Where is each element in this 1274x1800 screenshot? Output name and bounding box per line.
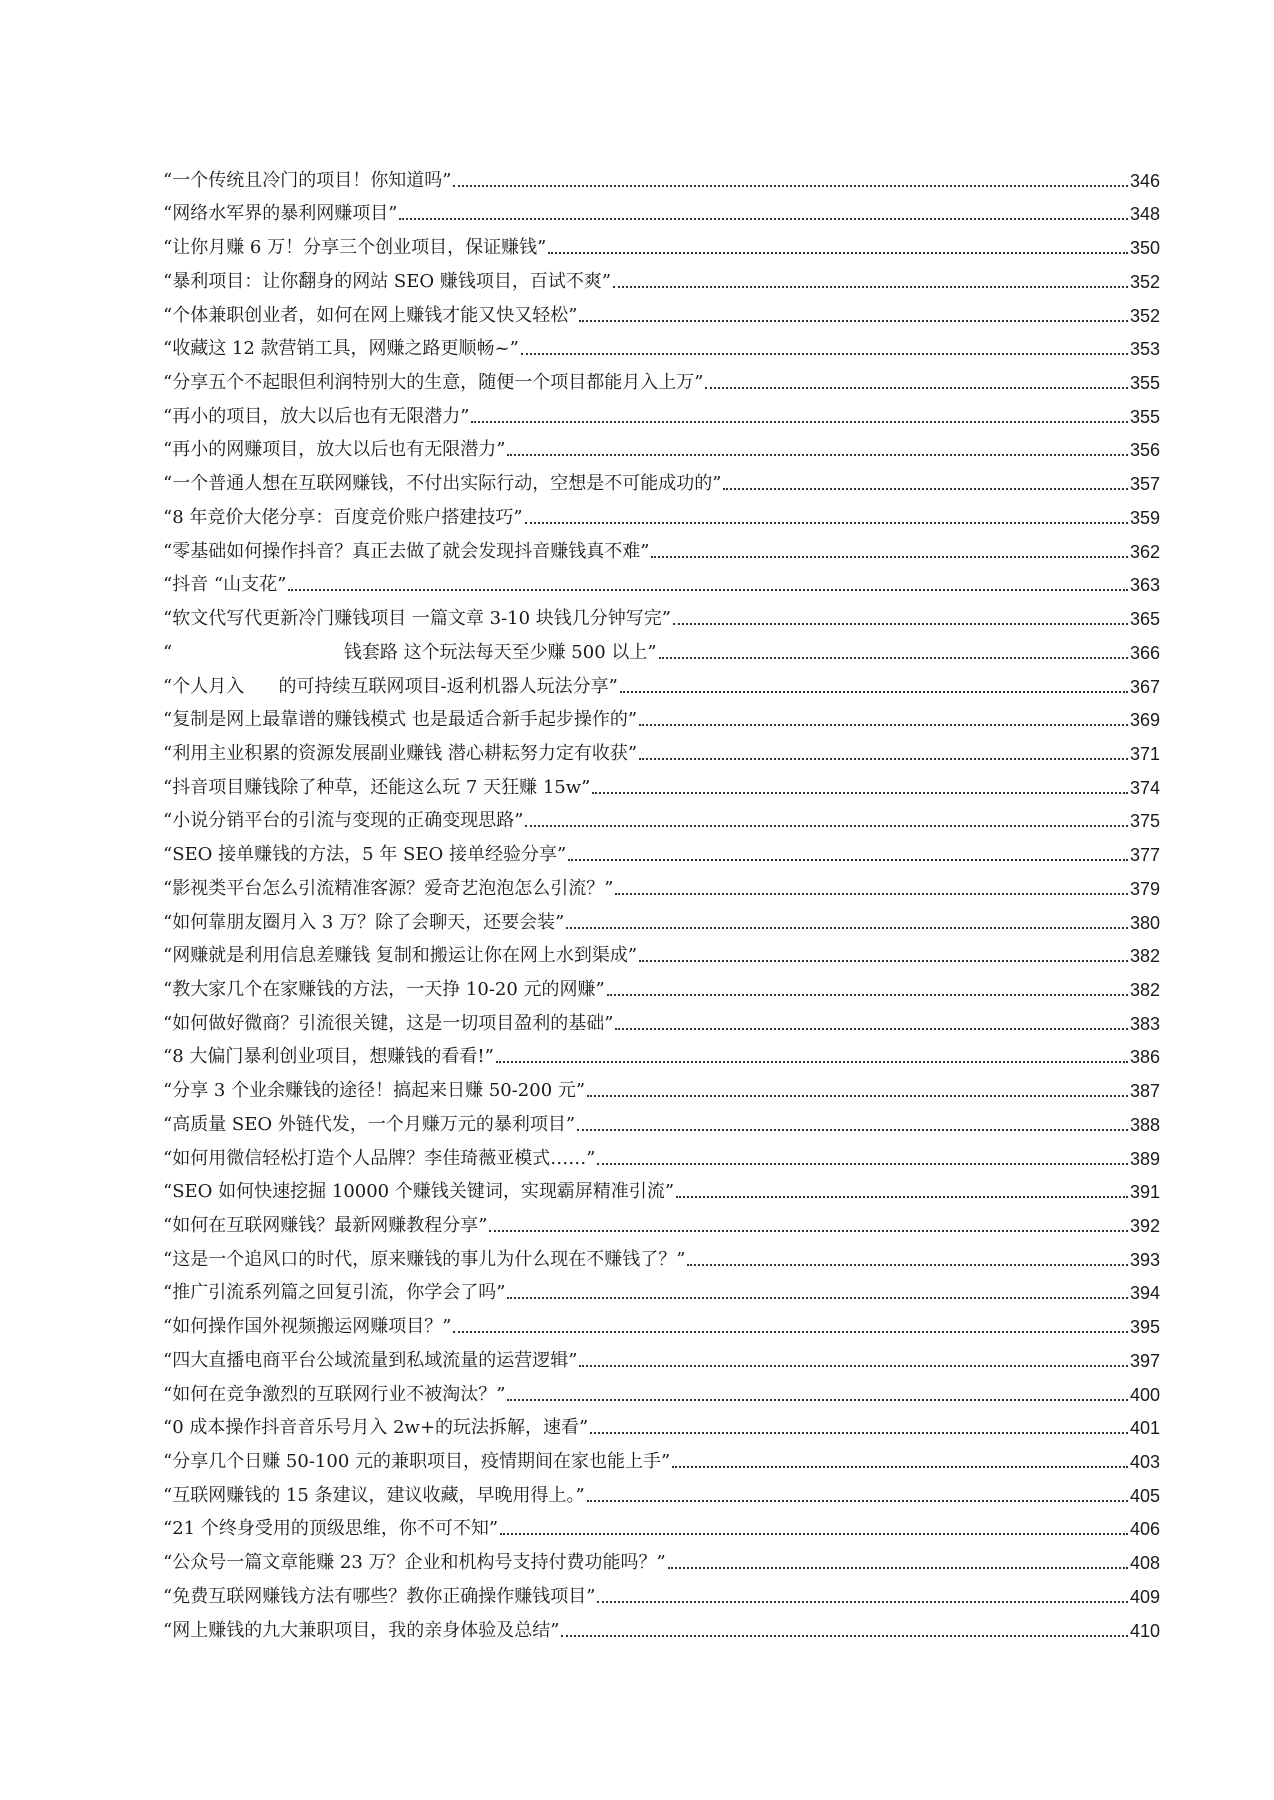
toc-entry[interactable] (163, 259, 1160, 293)
toc-entry-page-number: 405 (1129, 1485, 1160, 1506)
toc-entry-title: “暴利项目：让你翻身的网站 SEO 赚钱项目，百试不爽” (163, 270, 612, 292)
toc-dot-leader (566, 927, 1128, 929)
toc-entry[interactable] (163, 967, 1160, 1001)
toc-entry-title: “如何在竞争激烈的互联网行业不被淘汰？” (163, 1383, 506, 1405)
toc-entry[interactable] (163, 394, 1160, 428)
toc-dot-leader (668, 1567, 1128, 1569)
toc-entry-page-number: 391 (1129, 1182, 1160, 1203)
toc-dot-leader (507, 1297, 1128, 1299)
toc-entry-title: “免费互联网赚钱方法有哪些？教你正确操作赚钱项目” (163, 1585, 596, 1607)
toc-dot-leader (597, 1163, 1128, 1165)
toc-entry-title: “收藏这 12 款营销工具，网赚之路更顺畅~” (163, 338, 519, 360)
toc-entry-page-number: 387 (1129, 1081, 1160, 1102)
toc-entry-title: “利用主业积累的资源发展副业赚钱 潜心耕耘努力定有收获” (163, 742, 638, 764)
toc-dot-leader (723, 488, 1128, 490)
toc-entry-page-number: 350 (1129, 238, 1160, 259)
toc-entry-title: “复制是网上最靠谱的赚钱模式 也是最适合新手起步操作的” (163, 709, 638, 731)
toc-entry-title: “网赚就是利用信息差赚钱 复制和搬运让你在网上水到渠成” (163, 945, 638, 967)
toc-entry-page-number: 359 (1129, 507, 1160, 528)
toc-entry-page-number: 357 (1129, 474, 1160, 495)
toc-dot-leader (673, 623, 1128, 625)
toc-entry-title: “这是一个追风口的时代，原来赚钱的事儿为什么现在不赚钱了？” (163, 1248, 686, 1270)
toc-dot-leader (453, 1331, 1128, 1333)
toc-dot-leader (579, 320, 1128, 322)
toc-dot-leader (659, 657, 1128, 659)
toc-entry-page-number: 362 (1129, 541, 1160, 562)
toc-entry-page-number: 408 (1129, 1553, 1160, 1574)
toc-entry-page-number: 369 (1129, 710, 1160, 731)
toc-entry-page-number: 377 (1129, 845, 1160, 866)
toc-entry[interactable] (163, 192, 1160, 226)
toc-entry[interactable] (163, 1574, 1160, 1608)
toc-entry-title: “小说分销平台的引流与变现的正确变现思路” (163, 810, 524, 832)
toc-entry[interactable] (163, 1271, 1160, 1305)
toc-dot-leader (597, 1601, 1128, 1603)
toc-entry-page-number: 365 (1129, 609, 1160, 630)
toc-entry-title: “一个传统且冷门的项目！你知道吗” (163, 169, 452, 191)
toc-dot-leader (620, 691, 1128, 693)
toc-entry[interactable] (163, 596, 1160, 630)
toc-entry[interactable] (163, 1507, 1160, 1541)
toc-dot-leader (525, 825, 1128, 827)
toc-entry-page-number: 393 (1129, 1249, 1160, 1270)
toc-entry[interactable] (163, 360, 1160, 394)
toc-entry-title: “如何用微信轻松打造个人品牌？李佳琦薇亚模式……” (163, 1147, 596, 1169)
toc-entry-page-number: 397 (1129, 1350, 1160, 1371)
toc-entry-page-number: 383 (1129, 1013, 1160, 1034)
toc-entry-title: “ 钱套路 这个玩法每天至少赚 500 以上” (163, 641, 657, 663)
toc-entry-page-number: 395 (1129, 1317, 1160, 1338)
toc-entry[interactable] (163, 1035, 1160, 1069)
toc-entry-title: “抖音 “山支花” (163, 574, 287, 596)
toc-dot-leader (672, 1466, 1128, 1468)
toc-entry-page-number: 386 (1129, 1047, 1160, 1068)
toc-dot-leader (489, 1230, 1128, 1232)
toc-entry-title: “0 成本操作抖音音乐号月入 2w+的玩法拆解，速看” (163, 1417, 589, 1439)
toc-entry-page-number: 389 (1129, 1148, 1160, 1169)
toc-entry-title: “推广引流系列篇之回复引流，你学会了吗” (163, 1282, 506, 1304)
toc-entry-page-number: 401 (1129, 1418, 1160, 1439)
toc-dot-leader (579, 1365, 1128, 1367)
toc-entry[interactable] (163, 428, 1160, 462)
toc-entry-page-number: 388 (1129, 1114, 1160, 1135)
toc-entry[interactable] (163, 1439, 1160, 1473)
toc-entry[interactable] (163, 293, 1160, 327)
toc-entry-page-number: 353 (1129, 339, 1160, 360)
toc-entry[interactable] (163, 698, 1160, 732)
toc-entry-page-number: 382 (1129, 979, 1160, 1000)
toc-entry[interactable] (163, 461, 1160, 495)
toc-entry-page-number: 346 (1129, 170, 1160, 191)
toc-entry[interactable] (163, 529, 1160, 563)
toc-dot-leader (453, 185, 1128, 187)
toc-entry-title: “分享 3 个业余赚钱的途径！搞起来日赚 50-200 元” (163, 1080, 586, 1102)
toc-entry-page-number: 394 (1129, 1283, 1160, 1304)
table-of-contents (163, 158, 1160, 1642)
toc-entry[interactable] (163, 1338, 1160, 1372)
toc-entry[interactable] (163, 327, 1160, 361)
toc-entry[interactable] (163, 563, 1160, 597)
toc-entry[interactable] (163, 1068, 1160, 1102)
toc-entry[interactable] (163, 1406, 1160, 1440)
toc-entry-page-number: 410 (1129, 1620, 1160, 1641)
toc-entry[interactable] (163, 1540, 1160, 1574)
toc-dot-leader (525, 522, 1128, 524)
toc-entry[interactable] (163, 495, 1160, 529)
toc-entry-page-number: 356 (1129, 440, 1160, 461)
toc-entry-page-number: 382 (1129, 946, 1160, 967)
toc-entry-title: “网上赚钱的九大兼职项目，我的亲身体验及总结” (163, 1619, 560, 1641)
toc-entry-page-number: 363 (1129, 575, 1160, 596)
toc-dot-leader (568, 859, 1128, 861)
toc-dot-leader (615, 1028, 1128, 1030)
toc-dot-leader (705, 387, 1128, 389)
toc-dot-leader (399, 218, 1128, 220)
toc-entry-title: “互联网赚钱的 15 条建议，建议收藏，早晚用得上。” (163, 1484, 585, 1506)
toc-entry[interactable] (163, 731, 1160, 765)
toc-entry[interactable] (163, 1170, 1160, 1204)
toc-dot-leader (496, 1061, 1128, 1063)
toc-dot-leader (288, 589, 1128, 591)
toc-entry[interactable] (163, 1372, 1160, 1406)
toc-entry[interactable] (163, 630, 1160, 664)
toc-entry[interactable] (163, 1136, 1160, 1170)
toc-entry-title: “再小的网赚项目，放大以后也有无限潜力” (163, 439, 506, 461)
toc-dot-leader (587, 1500, 1128, 1502)
toc-dot-leader (590, 1432, 1128, 1434)
toc-entry-page-number: 403 (1129, 1452, 1160, 1473)
toc-dot-leader (500, 1533, 1128, 1535)
toc-entry-page-number: 379 (1129, 878, 1160, 899)
toc-entry[interactable] (163, 1102, 1160, 1136)
toc-dot-leader (615, 893, 1128, 895)
toc-dot-leader (592, 792, 1128, 794)
toc-entry-page-number: 352 (1129, 305, 1160, 326)
toc-entry[interactable] (163, 1237, 1160, 1271)
toc-dot-leader (507, 1399, 1128, 1401)
toc-entry-page-number: 366 (1129, 642, 1160, 663)
toc-entry-title: “高质量 SEO 外链代发，一个月赚万元的暴利项目” (163, 1113, 576, 1135)
toc-entry-title: “影视类平台怎么引流精准客源？爱奇艺泡泡怎么引流？” (163, 877, 614, 899)
toc-entry-title: “抖音项目赚钱除了种草，还能这么玩 7 天狂赚 15w” (163, 776, 591, 798)
toc-entry-title: “21 个终身受用的顶级思维，你不可不知” (163, 1518, 499, 1540)
toc-entry[interactable] (163, 1304, 1160, 1338)
toc-dot-leader (639, 960, 1128, 962)
toc-entry[interactable] (163, 664, 1160, 698)
toc-entry-page-number: 352 (1129, 271, 1160, 292)
toc-entry-title: “教大家几个在家赚钱的方法，一天挣 10-20 元的网赚” (163, 978, 605, 1000)
toc-dot-leader (613, 286, 1128, 288)
toc-dot-leader (521, 353, 1128, 355)
toc-entry-title: “让你月赚 6 万！分享三个创业项目，保证赚钱” (163, 237, 547, 259)
toc-entry-title: “分享五个不起眼但利润特别大的生意，随便一个项目都能月入上万” (163, 372, 704, 394)
toc-entry-title: “一个普通人想在互联网赚钱，不付出实际行动，空想是不可能成功的” (163, 473, 722, 495)
toc-entry-title: “公众号一篇文章能赚 23 万？企业和机构号支持付费功能吗？” (163, 1552, 666, 1574)
toc-dot-leader (561, 1635, 1128, 1637)
toc-entry-page-number: 374 (1129, 777, 1160, 798)
toc-entry-page-number: 400 (1129, 1384, 1160, 1405)
toc-entry[interactable] (163, 900, 1160, 934)
toc-entry-title: “个人月入 的可持续互联网项目-返利机器人玩法分享” (163, 675, 618, 697)
toc-entry[interactable] (163, 934, 1160, 968)
toc-entry[interactable] (163, 1473, 1160, 1507)
toc-entry-page-number: 392 (1129, 1216, 1160, 1236)
toc-entry-title: “软文代写代更新冷门赚钱项目 一篇文章 3-10 块钱几分钟写完” (163, 608, 672, 630)
toc-entry-page-number: 406 (1129, 1519, 1160, 1540)
toc-entry-page-number: 409 (1129, 1586, 1160, 1607)
toc-dot-leader (607, 994, 1128, 996)
toc-entry[interactable] (163, 1608, 1160, 1642)
toc-dot-leader (577, 1129, 1128, 1131)
toc-entry[interactable] (163, 799, 1160, 833)
toc-entry-page-number: 367 (1129, 676, 1160, 697)
toc-entry-title: “网络水军界的暴利网赚项目” (163, 203, 398, 225)
toc-entry[interactable] (163, 158, 1160, 192)
toc-entry-title: “再小的项目，放大以后也有无限潜力” (163, 405, 470, 427)
toc-entry[interactable] (163, 765, 1160, 799)
toc-entry-page-number: 375 (1129, 811, 1160, 832)
toc-dot-leader (548, 252, 1128, 254)
toc-entry[interactable] (163, 832, 1160, 866)
toc-entry-title: “SEO 接单赚钱的方法，5 年 SEO 接单经验分享” (163, 844, 567, 866)
toc-entry-page-number: 355 (1129, 373, 1160, 394)
toc-entry[interactable] (163, 225, 1160, 259)
toc-dot-leader (471, 421, 1128, 423)
toc-entry[interactable] (163, 1203, 1160, 1237)
toc-dot-leader (507, 454, 1128, 456)
toc-dot-leader (639, 724, 1128, 726)
toc-entry-title: “分享几个日赚 50-100 元的兼职项目，疫情期间在家也能上手” (163, 1451, 671, 1473)
toc-entry-page-number: 380 (1129, 912, 1160, 933)
toc-entry-title: “个体兼职创业者，如何在网上赚钱才能又快又轻松” (163, 304, 578, 326)
toc-dot-leader (676, 1196, 1128, 1198)
toc-entry-title: “如何在互联网赚钱？最新网赚教程分享” (163, 1215, 488, 1236)
toc-entry[interactable] (163, 866, 1160, 900)
toc-entry-title: “如何靠朋友圈月入 3 万？除了会聊天，还要会装” (163, 911, 565, 933)
toc-dot-leader (587, 1095, 1128, 1097)
toc-dot-leader (639, 758, 1128, 760)
toc-entry-title: “零基础如何操作抖音？真正去做了就会发现抖音赚钱真不难” (163, 540, 650, 562)
toc-entry-page-number: 348 (1129, 204, 1160, 225)
toc-entry-title: “四大直播电商平台公域流量到私域流量的运营逻辑” (163, 1349, 578, 1371)
toc-entry-title: “如何做好微商？引流很关键，这是一切项目盈利的基础” (163, 1012, 614, 1034)
toc-entry-title: “8 年竞价大佬分享：百度竞价账户搭建技巧” (163, 506, 523, 528)
toc-entry-title: “如何操作国外视频搬运网赚项目？” (163, 1316, 452, 1338)
toc-entry-title: “SEO 如何快速挖掘 10000 个赚钱关键词，实现霸屏精准引流” (163, 1181, 675, 1203)
toc-entry-title: “8 大偏门暴利创业项目，想赚钱的看看!” (163, 1046, 494, 1068)
toc-dot-leader (687, 1264, 1128, 1266)
toc-entry[interactable] (163, 1001, 1160, 1035)
toc-entry-page-number: 371 (1129, 743, 1160, 764)
toc-dot-leader (651, 556, 1128, 558)
toc-entry-page-number: 355 (1129, 406, 1160, 427)
